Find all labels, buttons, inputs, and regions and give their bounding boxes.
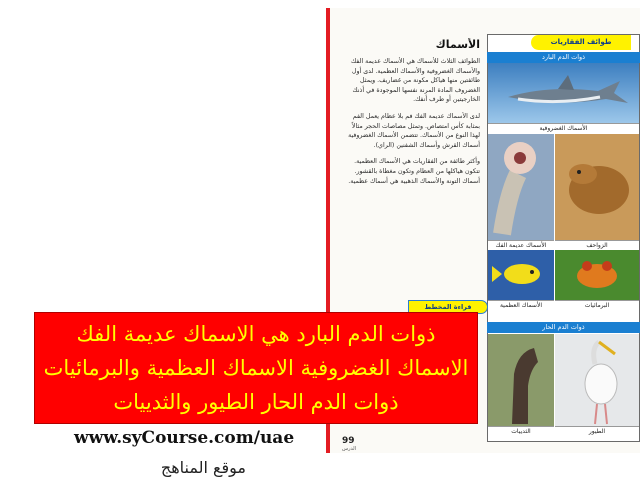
frog-image: [555, 250, 639, 300]
shark-icon: [488, 63, 639, 123]
label-amphibians: البرمائيات: [555, 300, 639, 309]
summary-banner: [34, 312, 478, 424]
label-jawless: الأسماك عديمة الفك: [488, 240, 554, 249]
lizard-icon: [555, 134, 639, 240]
page-number: 99: [342, 436, 355, 446]
article-column: [344, 38, 480, 308]
lamprey-image: [488, 134, 554, 240]
label-cartilaginous: الأسماك الغضروفية: [488, 123, 639, 132]
horse-image: [488, 334, 554, 426]
stork-image: [555, 334, 639, 426]
warm-blooded-bar: ذوات الدم الحار: [487, 322, 640, 333]
label-mammals: الثدييات: [488, 426, 554, 435]
article-paragraph-3: وأكثر طائفة من الفقاريات هي الأسماك العظمية. تتكون هياكلها من العظام وتكون مغطاة بالقشور. أسماك التونة والأسماك الذهبية هي أسماك عظمية.: [348, 158, 480, 185]
site-name: موقع المناهج: [160, 458, 246, 477]
lizard-image: [555, 134, 639, 240]
banner-line-2: الاسماك الغضروفية الاسماك العظمية والبرمائيات: [43, 356, 469, 380]
website-url: www.syCourse.com/uae: [74, 428, 295, 448]
label-birds: الطيور: [555, 426, 639, 435]
horse-icon: [488, 334, 554, 426]
bony-fish-image: [488, 250, 554, 300]
stork-icon: [555, 334, 639, 426]
shark-image: [488, 63, 639, 123]
article-paragraph-2: لدى الأسماك عديمة الفك فم بلا عظام يعمل الفم بمثابة كأس امتصاص. وتمثل مصاصات الحجر مثالاً لهذا النوع من الأسماك. تتضمن الأسماك الغضروفية أسماك القرش وأسماك الشفنين (الراي).: [348, 112, 480, 149]
banner-line-3: ذوات الدم الحار الطيور والثدييات: [113, 390, 399, 414]
label-reptiles: الزواحف: [555, 240, 639, 249]
label-bony: الأسماك العظمية: [488, 300, 554, 309]
fish-icon: [488, 250, 554, 300]
lamprey-icon: [488, 134, 554, 240]
read-diagram-tab: قراءة المخطط: [408, 300, 488, 314]
article-title: الأسماك: [435, 38, 480, 51]
cold-blooded-bar: ذوات الدم البارد: [487, 52, 640, 63]
frog-icon: [555, 250, 639, 300]
banner-line-1: ذوات الدم البارد هي الاسماك عديمة الفك: [76, 322, 436, 346]
panel-tab: طوائف الفقاريات: [531, 35, 631, 50]
page-subtitle: الدرس: [342, 446, 357, 452]
article-paragraph-1: الطوائف الثلاث للأسماك هي الأسماك عديمة الفك والأسماك الغضروفية والأسماك العظمية. لدى أول طائفتين منها هياكل مكونة من غضاريف. ويمثل الغضروف المادة المرنة نفسها الموجودة في أذنك الخارجيتين أو طرف أنفك.: [351, 58, 480, 104]
